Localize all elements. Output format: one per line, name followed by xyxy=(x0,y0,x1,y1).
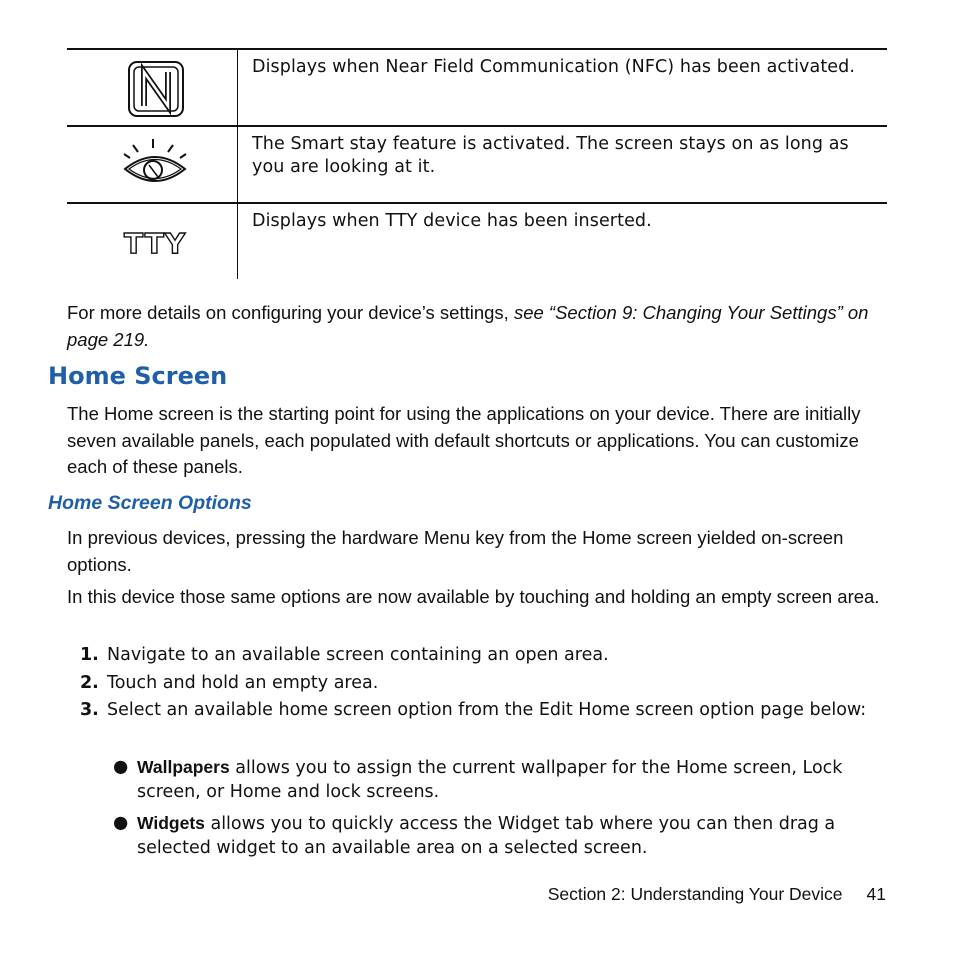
intro-paragraph xyxy=(67,300,897,353)
options-paragraph-2: In this device those same options are now available by touching and holding an empty screen area. xyxy=(67,586,880,607)
table-row xyxy=(67,49,887,126)
smart-stay-eye-icon xyxy=(121,137,189,189)
options-paragraph-1: In previous devices, pressing the hardware Menu key from the Home screen yielded on-screen options. xyxy=(67,527,844,575)
bullet-term: Wallpapers xyxy=(137,757,230,777)
section-subheading: Home Screen Options xyxy=(48,492,252,514)
bullet-text xyxy=(137,755,907,804)
table-row xyxy=(67,203,887,279)
step-number: 2. xyxy=(80,673,99,693)
bullet-text xyxy=(137,811,907,860)
section-link[interactable]: see “Section 9: Changing Your Settings” on page 219. xyxy=(67,302,869,350)
list-item xyxy=(80,671,880,696)
bullet-icon: ● xyxy=(113,813,129,833)
page-number: 41 xyxy=(866,884,886,904)
intro-text: For more details on configuring your device’s settings, xyxy=(67,302,514,323)
step-text: Navigate to an available screen containing an open area. xyxy=(107,645,609,665)
list-item xyxy=(80,643,880,668)
step-text: Touch and hold an empty area. xyxy=(107,673,379,693)
page-heading: Home Screen xyxy=(48,362,228,390)
bullet-description: allows you to quickly access the Widget tab where you can then drag a selected widget to an available area on a selected screen. xyxy=(137,814,836,858)
tty-icon: TTY xyxy=(124,227,187,260)
table-row-description: Displays when Near Field Communication (NFC) has been activated. xyxy=(252,57,856,77)
status-icon-table xyxy=(67,48,887,279)
home-screen-paragraph: The Home screen is the starting point for using the applications on your device. There are initially seven available panels, each populated with default shortcuts or applications. You can customize each of these panels. xyxy=(67,403,861,477)
footer-section: Section 2: Understanding Your Device xyxy=(547,884,843,904)
step-number: 1. xyxy=(80,645,99,665)
table-row-description: The Smart stay feature is activated. The screen stays on as long as you are looking at it. xyxy=(252,134,849,177)
nfc-icon xyxy=(127,60,185,118)
bullet-description: allows you to assign the current wallpaper for the Home screen, Lock screen, or Home and lock screens. xyxy=(137,758,843,802)
table-row xyxy=(67,126,887,203)
table-row-description: Displays when TTY device has been inserted. xyxy=(252,211,652,231)
step-text: Select an available home screen option from the Edit Home screen option page below: xyxy=(107,700,867,720)
bullet-icon: ● xyxy=(113,757,129,777)
page-footer xyxy=(548,884,886,905)
step-number: 3. xyxy=(80,700,99,720)
bullet-term: Widgets xyxy=(137,813,205,833)
list-item xyxy=(80,698,880,723)
icon-cell xyxy=(67,203,238,279)
icon-cell xyxy=(67,126,238,203)
icon-cell xyxy=(67,49,238,126)
